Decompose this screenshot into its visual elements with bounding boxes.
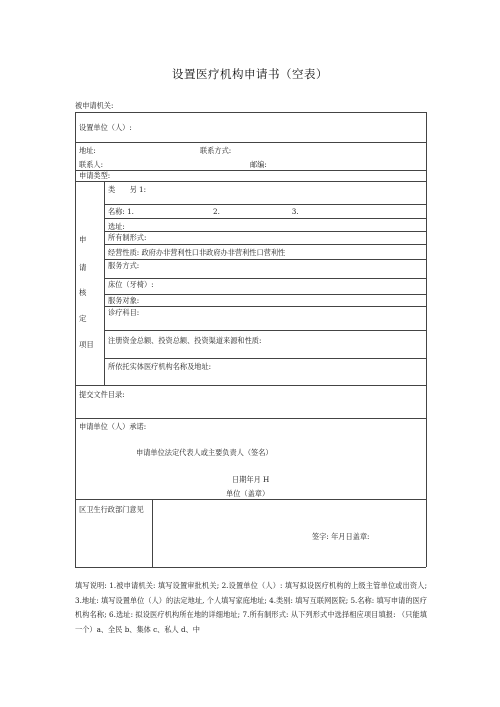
contact-method-label: 联系方式:: [200, 146, 232, 155]
side-label-4: 定: [79, 314, 87, 323]
address-label: 地址:: [79, 146, 96, 155]
site-label: 选址:: [108, 222, 125, 231]
business-nature-label: 经营性质: 政府办非营利性口非政府办非营利性口营利性: [108, 248, 286, 257]
side-label-3: 核: [79, 288, 87, 297]
clinical-subjects-label: 诊疗科目:: [108, 308, 140, 317]
capital-label: 注册资金总额、投资总额、投资渠道来源和性质:: [108, 336, 262, 345]
side-label-1: 申: [79, 235, 87, 244]
category-label: 类 另 1:: [108, 185, 147, 194]
page-title: 设置医疗机构申请书（空表）: [172, 67, 328, 81]
health-dept-label: 区卫生行政部门意见: [79, 505, 144, 514]
applicant-authority-label: 被申请机关:: [75, 101, 114, 110]
service-target-label: 服务对象:: [108, 296, 140, 305]
documents-label: 提交文件目录:: [79, 390, 125, 399]
application-type-label: 申请类型:: [79, 171, 111, 180]
ownership-label: 所有制形式:: [108, 233, 147, 242]
setting-unit-label: 设置单位（人）:: [79, 123, 132, 132]
contact-person-label: 联系人:: [79, 160, 103, 169]
side-label-5: 项目: [79, 340, 94, 349]
beds-label: 床位（牙椅）:: [108, 280, 154, 289]
signature-label: 申请单位法定代表人或主要负责人（签名）: [136, 448, 273, 457]
date-label: 日期年月 H: [232, 475, 270, 484]
side-label-2: 请: [79, 263, 87, 272]
postcode-label: 邮编:: [250, 160, 267, 169]
filling-instructions: 填写说明: 1.被申请机关: 填写设置审批机关; 2.设置单位（人）: 填写拟设医疗机构的上级主管单位或出资人; 3.地址: 填写设置单位（人）的法定地址, 个人填写家庭地址; 4.类别: 填写互联网医院; 5.名称: 填写申请的医疗机构名称; 6.选址: 拟设医疗机构所在地的详细地址; 7.所有制形式: 从下列形式中选择相应项目填报: （只能填一个）a、全民 b、集体 c、私人 d、中: [75, 581, 427, 634]
seal-label: 单位（盖章）: [226, 489, 270, 498]
service-mode-label: 服务方式:: [108, 261, 140, 270]
name-label: 名称: 1. 2. 3.: [108, 207, 299, 216]
commitment-label: 申请单位（人）承诺:: [79, 422, 147, 431]
entity-name-label: 所依托实体医疗机构名称及地址:: [108, 362, 212, 371]
sign-date-label: 签字: 年月日盖章:: [312, 532, 370, 541]
